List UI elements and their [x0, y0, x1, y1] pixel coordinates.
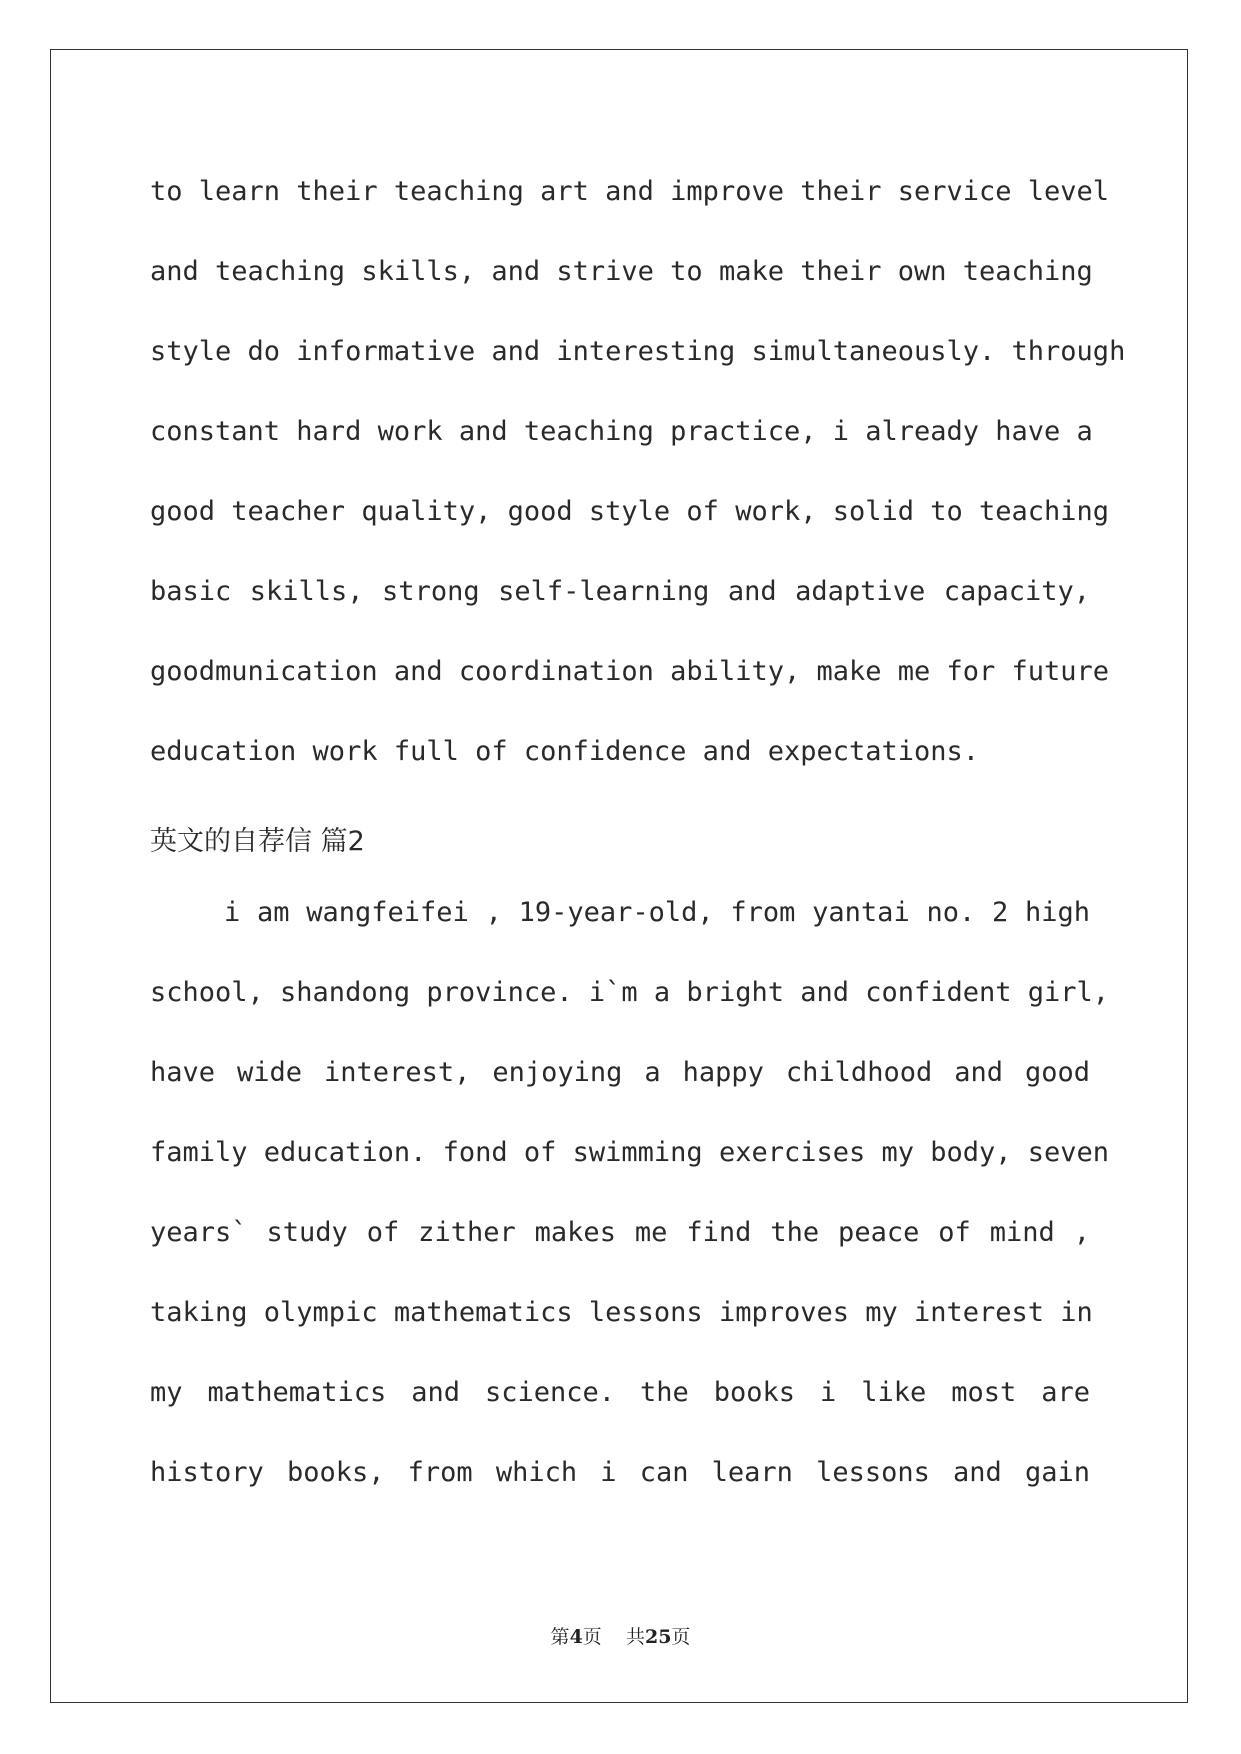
paragraph-line: good teacher quality, good style of work, solid to teaching: [150, 496, 1110, 527]
paragraph-line: constant hard work and teaching practice, i already have a: [150, 416, 1093, 447]
paragraph-line: history books, from which i can learn lessons and gain: [150, 1457, 1090, 1488]
paragraph-line: style do informative and interesting simultaneously. through: [150, 336, 1126, 367]
total-pages-number: 25: [644, 1626, 672, 1648]
paragraph-line: family education. fond of swimming exercises my body, seven: [150, 1137, 1110, 1168]
paragraph-line: education work full of confidence and expectations.: [150, 736, 980, 767]
current-page-number: 4: [569, 1626, 583, 1648]
footer-prefix: 第: [550, 1626, 570, 1648]
paragraph-line: goodmunication and coordination ability, make me for future: [150, 656, 1110, 687]
paragraph-line: school, shandong province. i`m a bright and confident girl,: [150, 977, 1110, 1008]
paragraph-line: taking olympic mathematics lessons improves my interest in: [150, 1297, 1093, 1328]
footer-middle: 页 共: [582, 1626, 645, 1648]
paragraph-line: my mathematics and science. the books i like most are: [150, 1377, 1090, 1408]
page-footer: [0, 1622, 1241, 1649]
paragraph-line: and teaching skills, and strive to make their own teaching: [150, 256, 1093, 287]
paragraph-line: basic skills, strong self-learning and adaptive capacity,: [150, 576, 1090, 607]
footer-suffix: 页: [671, 1626, 691, 1648]
paragraph-line: years` study of zither makes me find the peace of mind ,: [150, 1217, 1090, 1248]
paragraph-line: i am wangfeifei , 19-year-old, from yantai no. 2 high: [224, 897, 1090, 928]
paragraph-line: have wide interest, enjoying a happy childhood and good: [150, 1057, 1090, 1088]
paragraph-line: to learn their teaching art and improve their service level: [150, 176, 1110, 207]
section-heading: 英文的自荐信 篇2: [150, 826, 365, 857]
